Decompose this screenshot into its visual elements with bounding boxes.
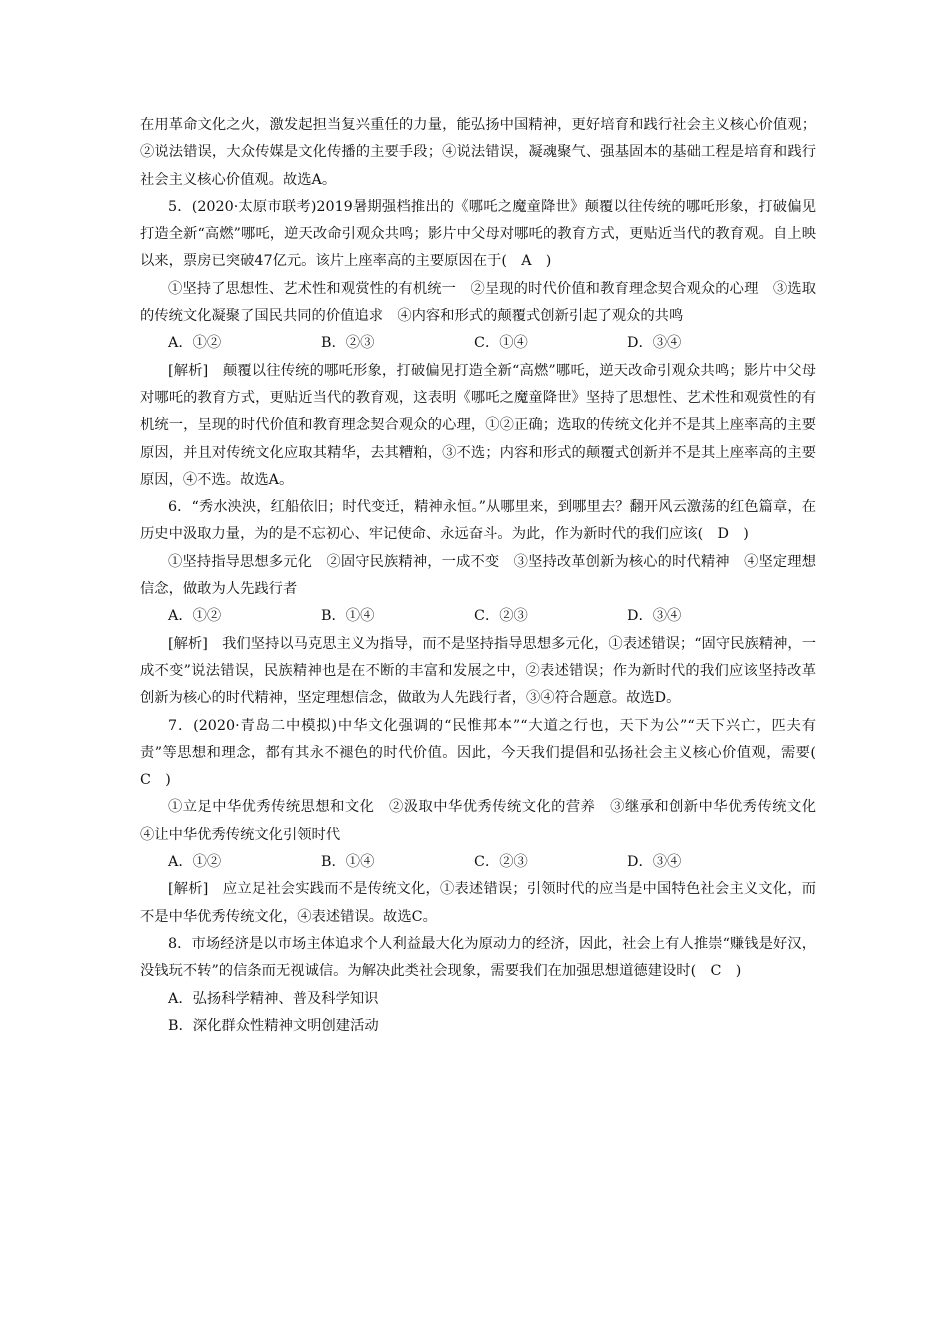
option-b: B．①④ (321, 608, 375, 625)
option-c: C．②③ (474, 608, 528, 625)
question-7-stem: 7．(2020·青岛二中模拟)中华文化强调的“民惟邦本”“大道之行也，天下为公”“天下兴亡，匹夫有责”等思想和理念，都有其永不褪色的时代价值。因此，今天我们提倡和弘扬社会主义核心价值观，需要( C ) (140, 717, 831, 789)
question-6-stem: 6．“秀水泱泱，红船依旧；时代变迁，精神永恒。”从哪里来，到哪里去？翻开风云激荡的红色篇章，在历史中汲取力量，为的是不忘初心、牢记使命、永远奋斗。为此，作为新时代的我们应该( D ) (140, 499, 816, 543)
option-c: C．②③ (474, 854, 528, 871)
question-5-stem: 5．(2020·太原市联考)2019暑期强档推出的《哪吒之魔童降世》颠覆以往传统的哪吒形象，打破偏见打造全新“高燃”哪吒，逆天改命引观众共鸣；影片中父母对哪吒的教育方式，更贴近当代的教育观。自上映以来，票房已突破47亿元。该片上座率高的主要原因在于( A ) (140, 198, 816, 270)
option-a: A．①② (168, 608, 222, 625)
question-8-stem: 8．市场经济是以市场主体追求个人利益最大化为原动力的经济，因此，社会上有人推崇“赚钱是好汉，没钱玩不转”的信条而无视诚信。为解决此类社会现象，需要我们在加强思想道德建设时( C ) (140, 935, 816, 980)
option-b: B．①④ (321, 854, 375, 871)
question-8-option-a: A．弘扬科学精神、普及科学知识 (168, 990, 379, 1007)
question-8-option-b: B．深化群众性精神文明创建活动 (168, 1017, 379, 1034)
intro-paragraph: 在用革命文化之火，激发起担当复兴重任的力量，能弘扬中国精神，更好培育和践行社会主义核心价值观；②说法错误，大众传媒是文化传播的主要手段；④说法错误，凝魂聚气、强基固本的基础工程是培育和践行社会主义核心价值观。故选A。 (140, 117, 816, 188)
option-d: D．③④ (627, 335, 682, 352)
question-6-analysis: [解析] 我们坚持以马克思主义为指导，而不是坚持指导思想多元化，①表述错误；“固守民族精神，一成不变”说法错误，民族精神也是在不断的丰富和发展之中，②表述错误；作为新时代的我们应该坚持改革创新为核心的时代精神，坚定理想信念，做敢为人先践行者，③④符合题意。故选D。 (140, 635, 816, 707)
question-7-options (140, 849, 816, 876)
question-6-options (140, 603, 816, 630)
question-6-statements: ①坚持指导思想多元化 ②固守民族精神，一成不变 ③坚持改革创新为核心的时代精神 ④坚定理想信念，做敢为人先践行者 (140, 553, 816, 598)
option-a: A．①② (168, 335, 222, 352)
document-page (140, 112, 831, 1040)
question-5-options (140, 330, 816, 357)
option-c: C．①④ (474, 335, 528, 352)
question-7-analysis: [解析] 应立足社会实践而不是传统文化，①表述错误；引领时代的应当是中国特色社会主义文化，而不是中华优秀传统文化，④表述错误。故选C。 (140, 881, 816, 925)
option-d: D．③④ (627, 608, 682, 625)
option-a: A．①② (168, 854, 222, 871)
question-7-statements: ①立足中华优秀传统思想和文化 ②汲取中华优秀传统文化的营养 ③继承和创新中华优秀传统文化 ④让中华优秀传统文化引领时代 (140, 799, 831, 843)
question-5-statements: ①坚持了思想性、艺术性和观赏性的有机统一 ②呈现的时代价值和教育理念契合观众的心理 ③选取的传统文化凝聚了国民共同的价值追求 ④内容和形式的颠覆式创新引起了观众的共鸣 (140, 280, 816, 325)
option-b: B．②③ (321, 335, 375, 352)
question-5-analysis: [解析] 颠覆以往传统的哪吒形象，打破偏见打造全新“高燃”哪吒，逆天改命引观众共鸣；影片中父母对哪吒的教育方式，更贴近当代的教育观，这表明《哪吒之魔童降世》坚持了思想性、艺术性和观赏性的有机统一，呈现的时代价值和教育理念契合观众的心理，①②正确；选取的传统文化并不是其上座率高的主要原因，并且对传统文化应取其精华，去其糟粕，③不选；内容和形式的颠覆式创新并不是其上座率高的主要原因，④不选。故选A。 (140, 362, 816, 488)
option-d: D．③④ (627, 854, 682, 871)
